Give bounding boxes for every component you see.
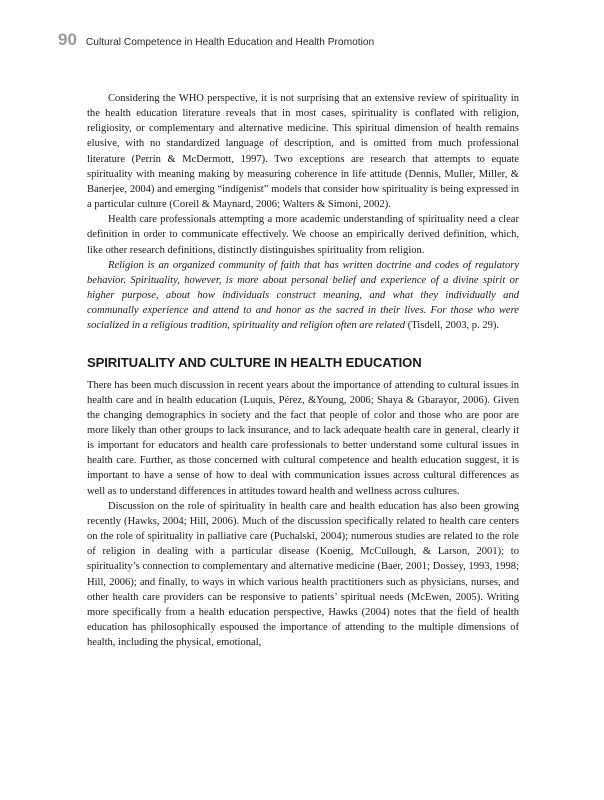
quote-citation: (Tisdell, 2003, p. 29).: [405, 320, 500, 332]
running-title: Cultural Competence in Health Education and Health Promotion: [85, 37, 375, 48]
running-head: [58, 30, 374, 50]
page-number: 90: [58, 30, 77, 49]
section-heading: SPIRITUALITY AND CULTURE IN HEALTH EDUCATION: [87, 354, 422, 370]
paragraph-cultural-issues: There has been much discussion in recent years about the importance of attending to cultural issues in health care and in health education (Luquis, Pérez, &Young, 2006; Shaya & Gbarayor, 2006). Given the changing demographics in society and the fact that people of color and those who are poor are more likely than other groups to lack insurance, and to lack adequate health care in general, clearly it is important for educators and health care professionals to better understand some cultural issues in health care. Further, as those concerned with cultural competence and health education suggest, it is important to have a sense of how to deal with communication issues across cultural differences as well as to understand differences in attitudes toward health and wellness across cultures.: [87, 379, 519, 497]
quote-italic-text: Religion is an organized community of faith that has written doctrine and codes of regulatory behavior. Spirituality, however, is more about personal belief and experience of a divine spirit or higher purpose, about how individuals construct meaning, and what they individually and communally experience and attend to and honor as the sacred in their lives. For those who were socialized in a religious tradition, spirituality and religion often are related: [87, 259, 519, 332]
paragraph-who-perspective: Considering the WHO perspective, it is not surprising that an extensive review of spirituality in the health education literature reveals that in most cases, spirituality is conflated with religion, religiosity, or complementary and alternative medicine. This spiritual dimension of health remains elusive, with no standardized language of description, and is omitted from much professional literature (Perrin & McDermott, 1997). Two exceptions are research that attempts to equate spirituality with meaning making by measuring coherence in life attitude (Dennis, Muller, Miller, & Banerjee, 2004) and emerging “indigenist” models that consider how spirituality is being expressed in a particular culture (Coreil & Maynard, 2006; Walters & Simoni, 2002).: [87, 93, 519, 211]
paragraph-definition-need: Health care professionals attempting a more academic understanding of spirituality need a clear definition in order to communicate effectively. We choose an empirically derived definition, which, like other research definitions, distinctly distinguishes spirituality from religion.: [87, 214, 519, 256]
block-quote-definition: [87, 258, 519, 334]
paragraph-spirituality-discussion: Discussion on the role of spirituality in health care and health education has also been growing recently (Hawks, 2004; Hill, 2006). Much of the discussion specifically related to health care centers on the role of spirituality in palliative care (Puchalski, 2004); numerous studies are related to the role of religion in dealing with a particular disease (Koenig, McCullough, & Larson, 2001); to spirituality’s connection to complementary and alternative medicine (Baer, 2001; Dossey, 1993, 1998; Hill, 2006); and finally, to ways in which various health practitioners such as physicians, nurses, and other health care providers can be responsive to patients’ spiritual needs (McEwen, 2005). Writing more specifically from a health education perspective, Hawks (2004) notes that the field of health education has philosophically espoused the importance of attending to the multiple dimensions of health, including the physical, emotional,: [87, 500, 519, 649]
body-text: [87, 91, 519, 650]
